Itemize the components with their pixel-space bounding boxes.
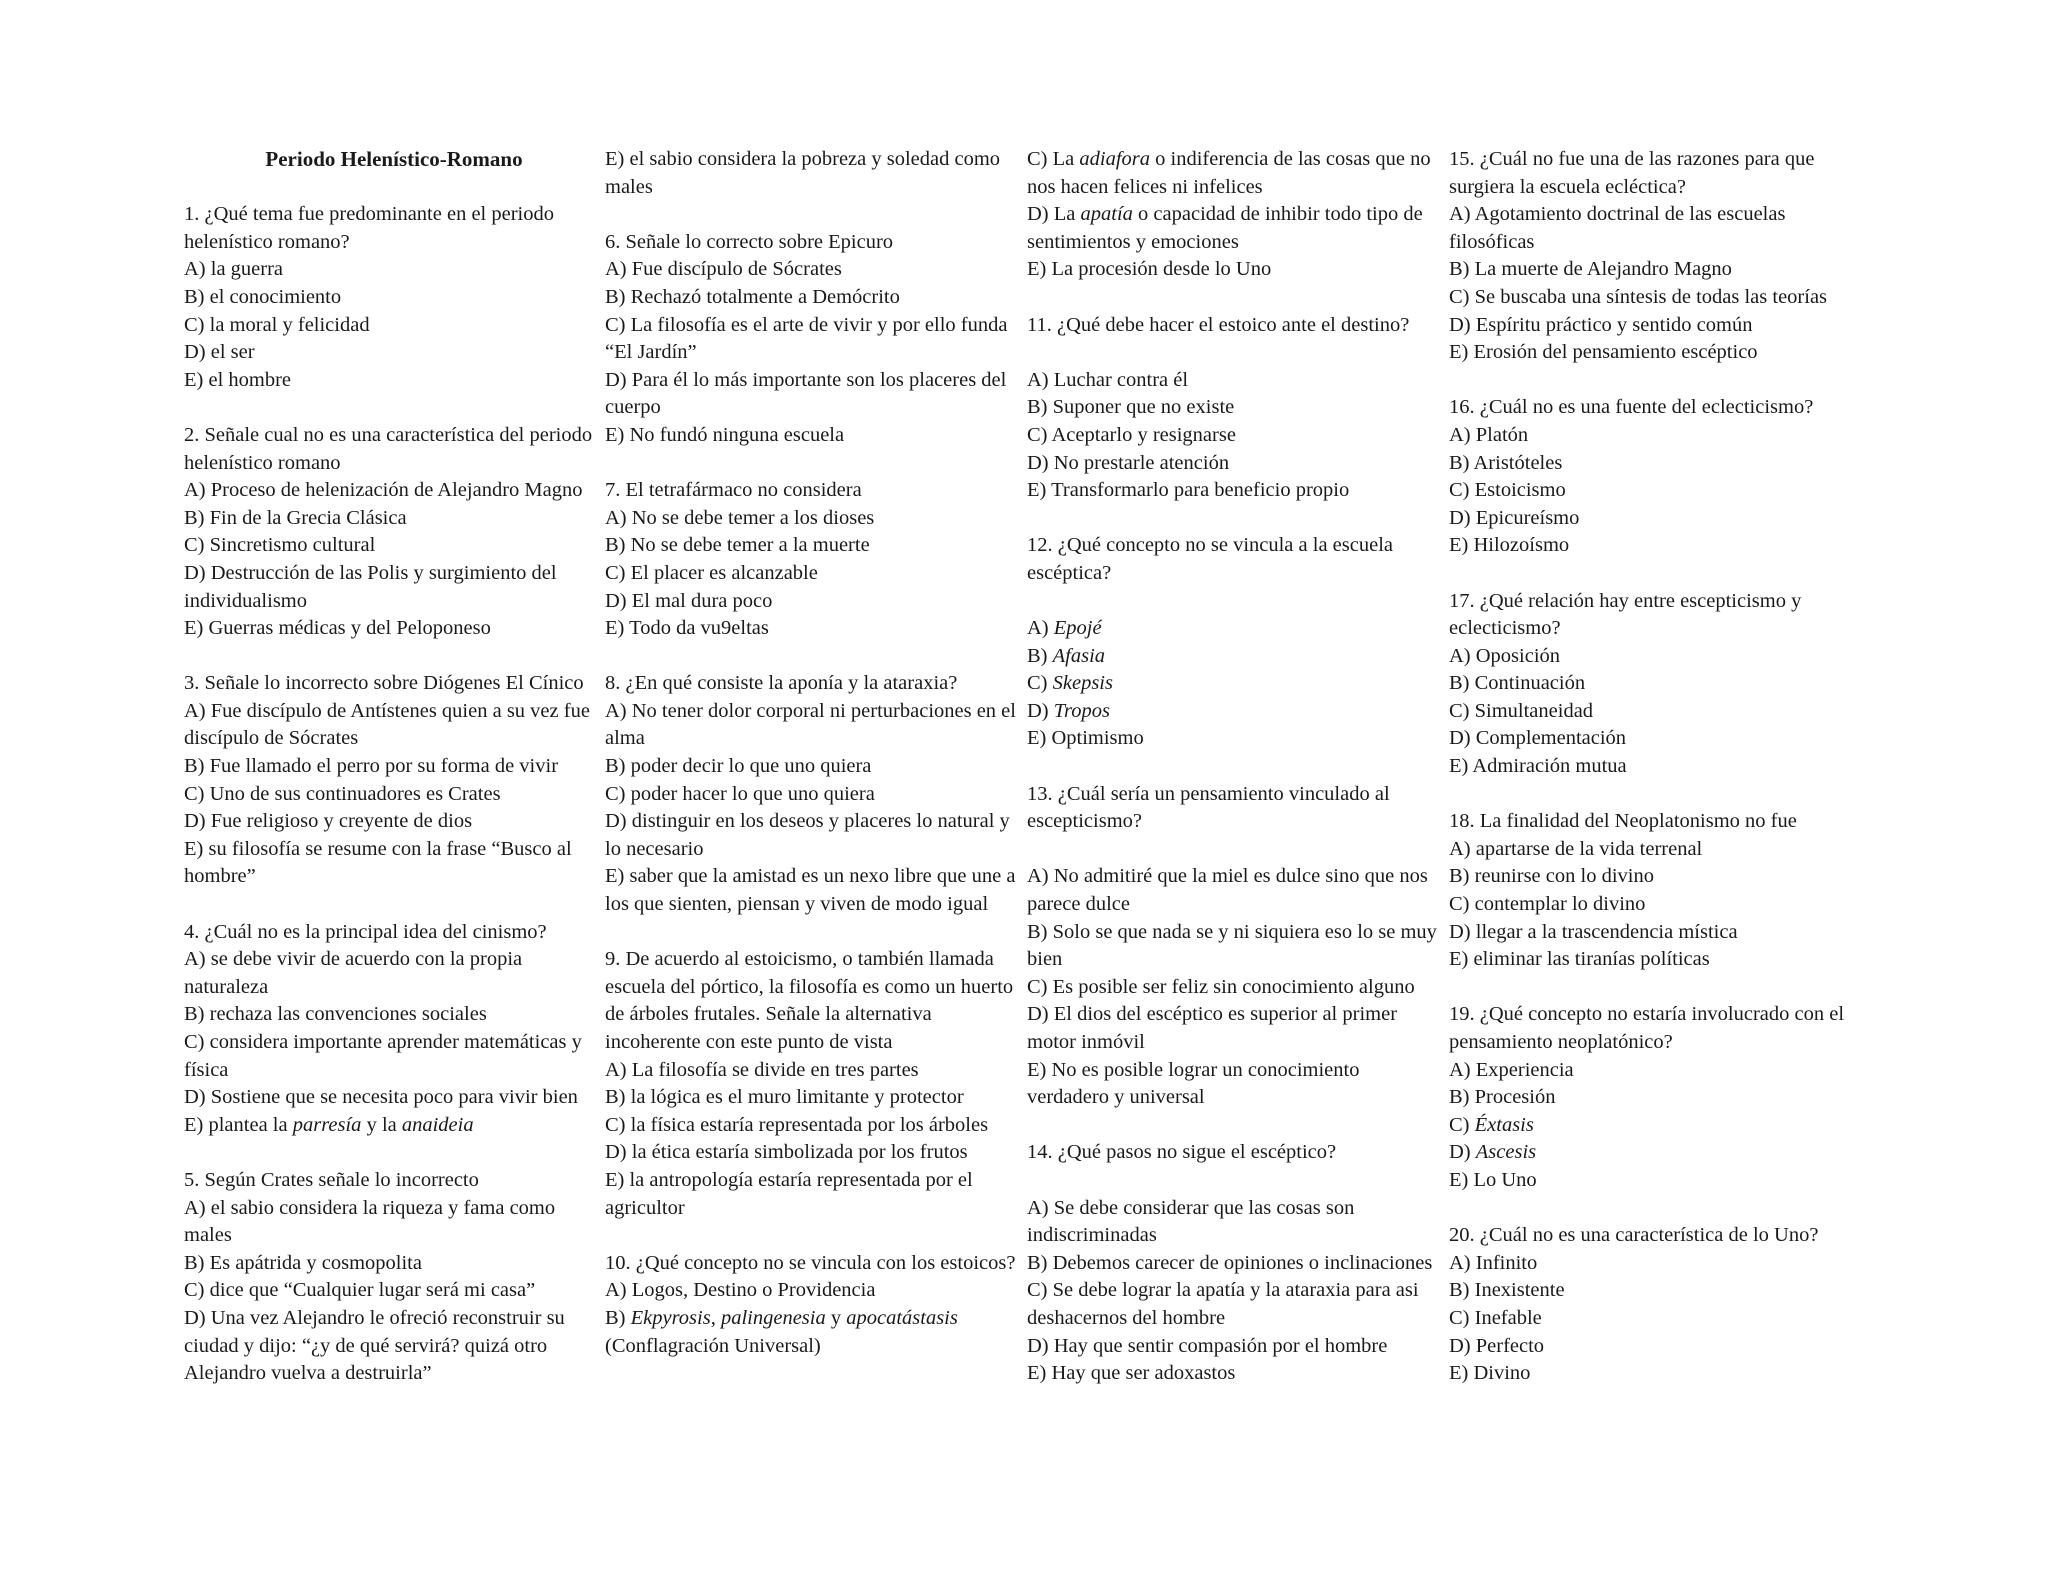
option-e: E) plantea la parresía y la anaideia <box>184 1113 474 1136</box>
option-a: A) se debe vivir de acuerdo con la propia <box>184 948 523 971</box>
option-d: D) Epicureísmo <box>1449 506 1580 529</box>
option-e: E) Hilozoísmo <box>1449 534 1570 557</box>
option-b: B) Fue llamado el perro por su forma de vivir <box>184 755 559 778</box>
option-d: D) Tropos <box>1027 699 1110 722</box>
question-10 <box>605 1250 1025 1360</box>
option-a: A) Proceso de helenización de Alejandro Magno <box>184 479 583 502</box>
option-b: B) Suponer que no existe <box>1027 396 1235 419</box>
option-d: D) Fue religioso y creyente de dios <box>184 810 473 833</box>
option-d: D) Complementación <box>1449 727 1627 750</box>
question-text: 13. ¿Cuál sería un pensamiento vinculado al <box>1027 782 1390 805</box>
option-a: A) Luchar contra él <box>1027 368 1189 391</box>
option-d: lo necesario <box>605 837 704 860</box>
option-d: D) Espíritu práctico y sentido común <box>1449 313 1753 336</box>
option-e: E) Hay que ser adoxastos <box>1027 1362 1236 1385</box>
option-d: D) El dios del escéptico es superior al primer <box>1027 1003 1398 1026</box>
option-c: C) La filosofía es el arte de vivir y por ello funda <box>605 313 1008 336</box>
question-text: 12. ¿Qué concepto no se vincula a la escuela <box>1027 534 1393 557</box>
option-a: A) Fue discípulo de Antístenes quien a su vez fue <box>184 699 590 722</box>
question-text: escéptica? <box>1027 561 1112 584</box>
option-e: E) eliminar las tiranías políticas <box>1449 948 1710 971</box>
question-text: helenístico romano? <box>184 230 350 253</box>
option-e: verdadero y universal <box>1027 1086 1205 1109</box>
option-a: A) La filosofía se divide en tres partes <box>605 1058 919 1081</box>
option-b: B) Inexistente <box>1449 1279 1565 1302</box>
option-d: D) El mal dura poco <box>605 589 773 612</box>
question-text: 9. De acuerdo al estoicismo, o también llamada <box>605 948 994 971</box>
option-e: E) Divino <box>1449 1362 1531 1385</box>
option-e: E) Erosión del pensamiento escéptico <box>1449 341 1758 364</box>
option-b: (Conflagración Universal) <box>605 1334 821 1357</box>
option-c: C) El placer es alcanzable <box>605 561 818 584</box>
option-d: D) Ascesis <box>1449 1141 1537 1164</box>
option-c: C) Sincretismo cultural <box>184 534 376 557</box>
option-b: B) Aristóteles <box>1449 451 1563 474</box>
question-2 <box>184 422 604 643</box>
question-text: 4. ¿Cuál no es la principal idea del cinismo? <box>184 920 547 943</box>
question-7 <box>605 477 1025 643</box>
option-e: E) Lo Uno <box>1449 1168 1537 1191</box>
option-d: D) La apatía o capacidad de inhibir todo tipo de <box>1027 203 1423 226</box>
option-d: D) el ser <box>184 341 255 364</box>
option-a: A) No admitiré que la miel es dulce sino que nos <box>1027 865 1428 888</box>
question-10-cont <box>1027 146 1449 284</box>
option-e: E) Guerras médicas y del Peloponeso <box>184 617 491 640</box>
question-text: 16. ¿Cuál no es una fuente del eclecticismo? <box>1449 396 1814 419</box>
question-text: eclecticismo? <box>1449 617 1561 640</box>
option-d: Alejandro vuelva a destruirla” <box>184 1362 432 1385</box>
option-b: B) Es apátrida y cosmopolita <box>184 1251 422 1274</box>
option-b: bien <box>1027 948 1063 971</box>
option-c: C) Skepsis <box>1027 672 1113 695</box>
question-1 <box>184 201 604 394</box>
question-17 <box>1449 588 1879 781</box>
question-4 <box>184 919 604 1140</box>
option-b: B) Afasia <box>1027 644 1106 667</box>
option-c: C) considera importante aprender matemáticas y <box>184 1031 582 1053</box>
question-text: 3. Señale lo incorrecto sobre Diógenes El Cínico <box>184 672 584 695</box>
option-e: agricultor <box>605 1196 685 1219</box>
option-e: E) Todo da vu9eltas <box>605 617 769 640</box>
option-c: nos hacen felices ni infelices <box>1027 175 1263 198</box>
question-5 <box>184 1167 604 1388</box>
option-a: A) Logos, Destino o Providencia <box>605 1279 876 1302</box>
option-e: E) el hombre <box>184 368 292 391</box>
option-d: D) Para él lo más importante son los placeres del <box>605 368 1007 391</box>
option-b: B) Ekpyrosis, palingenesia y apocatástasis <box>605 1306 958 1329</box>
question-text: 15. ¿Cuál no fue una de las razones para que <box>1449 148 1815 170</box>
option-d: D) Una vez Alejandro le ofreció reconstruir su <box>184 1306 565 1329</box>
option-d: D) Perfecto <box>1449 1334 1545 1357</box>
option-c: C) La adiafora o indiferencia de las cosas que no <box>1027 148 1431 170</box>
question-20 <box>1449 1222 1879 1388</box>
option-a: naturaleza <box>184 975 269 998</box>
option-a: A) Experiencia <box>1449 1058 1574 1081</box>
question-text: surgiera la escuela ecléctica? <box>1449 175 1686 198</box>
option-b: B) el conocimiento <box>184 285 342 308</box>
question-text: 20. ¿Cuál no es una característica de lo Uno? <box>1449 1224 1819 1247</box>
option-c: C) contemplar lo divino <box>1449 893 1646 916</box>
page-title: Periodo Helenístico-Romano <box>265 147 523 171</box>
option-c: C) Estoicismo <box>1449 479 1566 502</box>
option-d: individualismo <box>184 589 307 612</box>
option-a: A) Fue discípulo de Sócrates <box>605 258 842 281</box>
question-13 <box>1027 781 1449 1112</box>
question-11 <box>1027 312 1449 505</box>
question-18 <box>1449 808 1879 974</box>
option-e: E) Optimismo <box>1027 727 1144 750</box>
question-text: 1. ¿Qué tema fue predominante en el periodo <box>184 203 554 226</box>
option-b: B) Debemos carecer de opiniones o inclinaciones <box>1027 1251 1433 1274</box>
question-text: 7. El tetrafármaco no considera <box>605 479 862 502</box>
option-b: B) Procesión <box>1449 1086 1556 1109</box>
option-c: C) Se debe lograr la apatía y la ataraxia para asi <box>1027 1279 1419 1302</box>
option-d: D) distinguir en los deseos y placeres lo natural y <box>605 810 1010 833</box>
option-d: D) Sostiene que se necesita poco para vivir bien <box>184 1086 578 1109</box>
question-text: escepticismo? <box>1027 810 1142 833</box>
option-e: males <box>605 175 653 198</box>
question-8 <box>605 670 1025 918</box>
option-b: B) rechaza las convenciones sociales <box>184 1003 487 1026</box>
option-a: A) el sabio considera la riqueza y fama como <box>184 1196 556 1219</box>
option-b: B) poder decir lo que uno quiera <box>605 755 872 778</box>
option-e: E) Admiración mutua <box>1449 755 1627 778</box>
option-c: “El Jardín” <box>605 341 697 364</box>
question-14 <box>1027 1139 1449 1387</box>
option-c: C) Uno de sus continuadores es Crates <box>184 782 501 805</box>
option-e: E) La procesión desde lo Uno <box>1027 258 1272 281</box>
option-b: B) la lógica es el muro limitante y protector <box>605 1086 964 1109</box>
option-e: E) No fundó ninguna escuela <box>605 423 845 446</box>
question-9 <box>605 946 1025 1222</box>
option-b: B) La muerte de Alejandro Magno <box>1449 258 1732 281</box>
option-c: C) dice que “Cualquier lugar será mi casa” <box>184 1279 536 1302</box>
question-12 <box>1027 532 1449 753</box>
column-1 <box>184 146 604 1388</box>
question-text: 17. ¿Qué relación hay entre escepticismo y <box>1449 589 1802 612</box>
option-d: D) No prestarle atención <box>1027 451 1230 474</box>
column-4 <box>1449 146 1879 1388</box>
question-16 <box>1449 394 1879 560</box>
question-19 <box>1449 1001 1879 1194</box>
option-c: C) la moral y felicidad <box>184 313 370 336</box>
question-text: escuela del pórtico, la filosofía es como un huerto <box>605 975 1014 998</box>
option-e: hombre” <box>184 865 256 888</box>
option-d: ciudad y dijo: “¿y de qué servirá? quizá otro <box>184 1334 548 1357</box>
question-15 <box>1449 146 1879 367</box>
option-c: deshacernos del hombre <box>1027 1306 1226 1329</box>
option-a: A) Platón <box>1449 423 1529 446</box>
option-c: C) Aceptarlo y resignarse <box>1027 423 1236 446</box>
option-d: D) Hay que sentir compasión por el hombre <box>1027 1334 1388 1357</box>
question-text: incoherente con este punto de vista <box>605 1031 893 1053</box>
question-text: 8. ¿En qué consiste la aponía y la ataraxia? <box>605 672 958 695</box>
option-a: A) apartarse de la vida terrenal <box>1449 837 1703 860</box>
option-a: males <box>184 1224 232 1247</box>
option-b: B) Solo se que nada se y ni siquiera eso lo se muy <box>1027 920 1437 943</box>
question-text: 19. ¿Qué concepto no estaría involucrado con el <box>1449 1003 1845 1026</box>
column-2 <box>605 146 1025 1360</box>
option-a: filosóficas <box>1449 230 1535 253</box>
question-text: pensamiento neoplatónico? <box>1449 1031 1673 1053</box>
question-text: 14. ¿Qué pasos no sigue el escéptico? <box>1027 1141 1337 1164</box>
option-e: E) Transformarlo para beneficio propio <box>1027 479 1350 502</box>
question-text: 18. La finalidad del Neoplatonismo no fue <box>1449 810 1797 833</box>
option-b: B) Rechazó totalmente a Demócrito <box>605 285 900 308</box>
option-b: B) No se debe temer a la muerte <box>605 534 870 557</box>
option-b: B) reunirse con lo divino <box>1449 865 1654 888</box>
option-c: C) poder hacer lo que uno quiera <box>605 782 875 805</box>
option-a: A) Epojé <box>1027 617 1102 640</box>
option-b: B) Continuación <box>1449 672 1586 695</box>
question-text: 10. ¿Qué concepto no se vincula con los estoicos? <box>605 1251 1016 1274</box>
option-e: E) el sabio considera la pobreza y soledad como <box>605 148 1001 170</box>
option-a: A) Oposición <box>1449 644 1561 667</box>
option-a: discípulo de Sócrates <box>184 727 359 750</box>
option-d: motor inmóvil <box>1027 1031 1145 1053</box>
option-c: C) Éxtasis <box>1449 1113 1534 1136</box>
question-5-cont <box>605 146 1025 201</box>
option-d: D) Destrucción de las Polis y surgimiento del <box>184 561 557 584</box>
option-b: B) Fin de la Grecia Clásica <box>184 506 407 529</box>
option-e: E) la antropología estaría representada por el <box>605 1168 973 1191</box>
question-text: 11. ¿Qué debe hacer el estoico ante el destino? <box>1027 313 1410 336</box>
question-text: 2. Señale cual no es una característica del periodo <box>184 423 593 446</box>
question-6 <box>605 229 1025 450</box>
option-a: A) Infinito <box>1449 1251 1538 1274</box>
option-a: A) la guerra <box>184 258 284 281</box>
option-a: alma <box>605 727 645 750</box>
option-e: E) su filosofía se resume con la frase “Busco al <box>184 837 572 860</box>
question-text: helenístico romano <box>184 451 341 474</box>
option-a: parece dulce <box>1027 893 1130 916</box>
column-3 <box>1027 146 1449 1388</box>
option-c: C) la física estaría representada por los árboles <box>605 1113 989 1136</box>
option-c: C) Es posible ser feliz sin conocimiento alguno <box>1027 975 1415 998</box>
question-text: 5. Según Crates señale lo incorrecto <box>184 1168 479 1191</box>
option-d: D) llegar a la trascendencia mística <box>1449 920 1738 943</box>
option-a: A) No tener dolor corporal ni perturbaciones en el <box>605 699 1016 722</box>
option-e: E) No es posible lograr un conocimiento <box>1027 1058 1360 1081</box>
option-a: A) Se debe considerar que las cosas son <box>1027 1196 1355 1219</box>
question-text: de árboles frutales. Señale la alternativa <box>605 1003 932 1026</box>
option-c: C) Simultaneidad <box>1449 699 1594 722</box>
option-a: A) No se debe temer a los dioses <box>605 506 875 529</box>
option-c: C) Inefable <box>1449 1306 1542 1329</box>
option-a: indiscriminadas <box>1027 1224 1157 1247</box>
option-e: los que sienten, piensan y viven de modo igual <box>605 893 989 916</box>
option-a: A) Agotamiento doctrinal de las escuelas <box>1449 203 1786 226</box>
option-d: sentimientos y emociones <box>1027 230 1239 253</box>
option-c: física <box>184 1058 229 1081</box>
option-e: E) saber que la amistad es un nexo libre que une a <box>605 865 1016 888</box>
option-c: C) Se buscaba una síntesis de todas las teorías <box>1449 285 1828 308</box>
question-text: 6. Señale lo correcto sobre Epicuro <box>605 230 894 253</box>
option-d: cuerpo <box>605 396 661 419</box>
option-d: D) la ética estaría simbolizada por los frutos <box>605 1141 968 1164</box>
question-3 <box>184 670 604 891</box>
